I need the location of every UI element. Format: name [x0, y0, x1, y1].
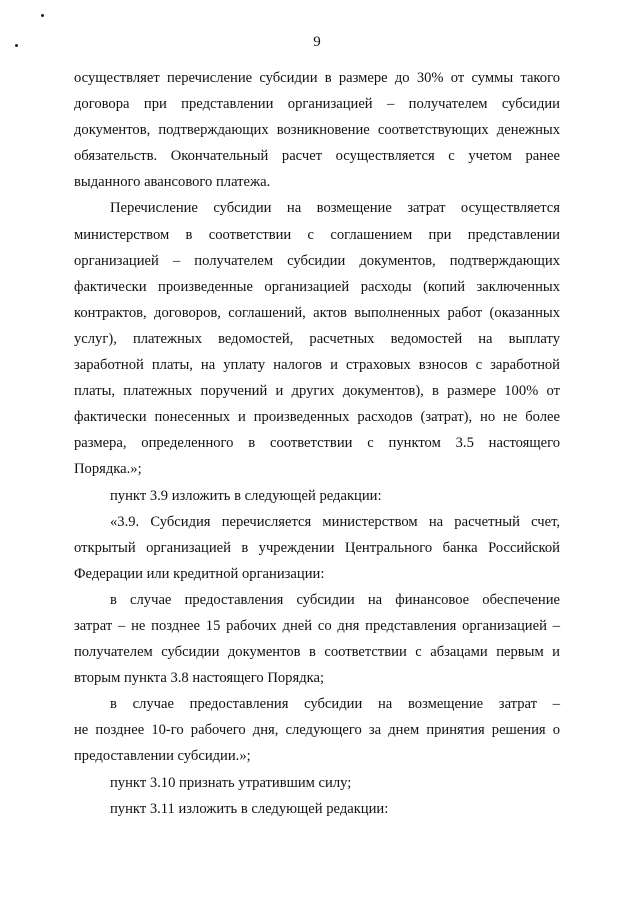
text-line: документов, подтверждающих возникновение соответствующих денежных — [74, 122, 560, 139]
paragraph — [74, 691, 560, 769]
text-line: открытый организацией в учреждении Центрального банка Российской — [74, 539, 560, 556]
text-line: в случае предоставления субсидии на финансовое обеспечение — [110, 591, 560, 608]
page-number: 9 — [313, 34, 321, 50]
scan-speck — [41, 14, 44, 17]
text-line: фактически произведенные организацией расходы (копий заключенных — [74, 278, 560, 295]
text-line: пункт 3.10 признать утратившим силу; — [110, 774, 352, 791]
text-line: предоставлении субсидии.»; — [74, 748, 251, 765]
text-line: затрат – не позднее 15 рабочих дней со дня представления организацией – — [74, 617, 560, 634]
text-line: Перечисление субсидии на возмещение затрат осуществляется — [110, 200, 560, 217]
text-line: вторым пункта 3.8 настоящего Порядка; — [74, 670, 325, 687]
paragraph — [74, 509, 560, 587]
text-line: выданного авансового платежа. — [74, 174, 271, 191]
paragraph — [74, 587, 560, 691]
text-line: услуг), платежных ведомостей, расчетных ведомостей на выплату — [74, 330, 560, 347]
text-line: Порядка.»; — [74, 461, 142, 478]
text-line: контрактов, договоров, соглашений, актов выполненных работ (оказанных — [74, 304, 560, 321]
text-line: фактически понесенных и произведенных расходов (затрат), но не более — [74, 409, 560, 426]
text-line: министерством в соответствии с соглашением при представлении — [74, 226, 560, 243]
paragraph — [74, 483, 560, 509]
text-line: осуществляет перечисление субсидии в размере до 30% от суммы такого — [74, 70, 560, 86]
text-line: организацией – получателем субсидии документов, подтверждающих — [74, 252, 560, 269]
text-line: Федерации или кредитной организации: — [74, 565, 325, 582]
text-line: в случае предоставления субсидии на возмещение затрат – — [110, 696, 560, 713]
paragraph — [74, 796, 560, 822]
document-body — [74, 65, 560, 822]
text-line: «3.9. Субсидия перечисляется министерством на расчетный счет, — [110, 513, 560, 530]
text-line: пункт 3.9 изложить в следующей редакции: — [110, 487, 382, 504]
paragraph — [74, 65, 560, 195]
paragraph — [74, 195, 560, 482]
text-line: заработной платы, на уплату налогов и страховых взносов с заработной — [74, 357, 560, 374]
text-line: платы, платежных поручений и других документов), в размере 100% от — [74, 383, 560, 400]
text-line: получателем субсидии документов в соответствии с абзацами первым и — [74, 644, 560, 661]
text-line: не позднее 10-го рабочего дня, следующего за днем принятия решения о — [74, 722, 560, 739]
text-line: размера, определенного в соответствии с пунктом 3.5 настоящего — [74, 435, 560, 452]
text-line: обязательств. Окончательный расчет осуществляется с учетом ранее — [74, 148, 560, 165]
text-line: договора при представлении организацией – получателем субсидии — [74, 96, 560, 113]
text-line: пункт 3.11 изложить в следующей редакции: — [110, 800, 389, 817]
paragraph — [74, 770, 560, 796]
